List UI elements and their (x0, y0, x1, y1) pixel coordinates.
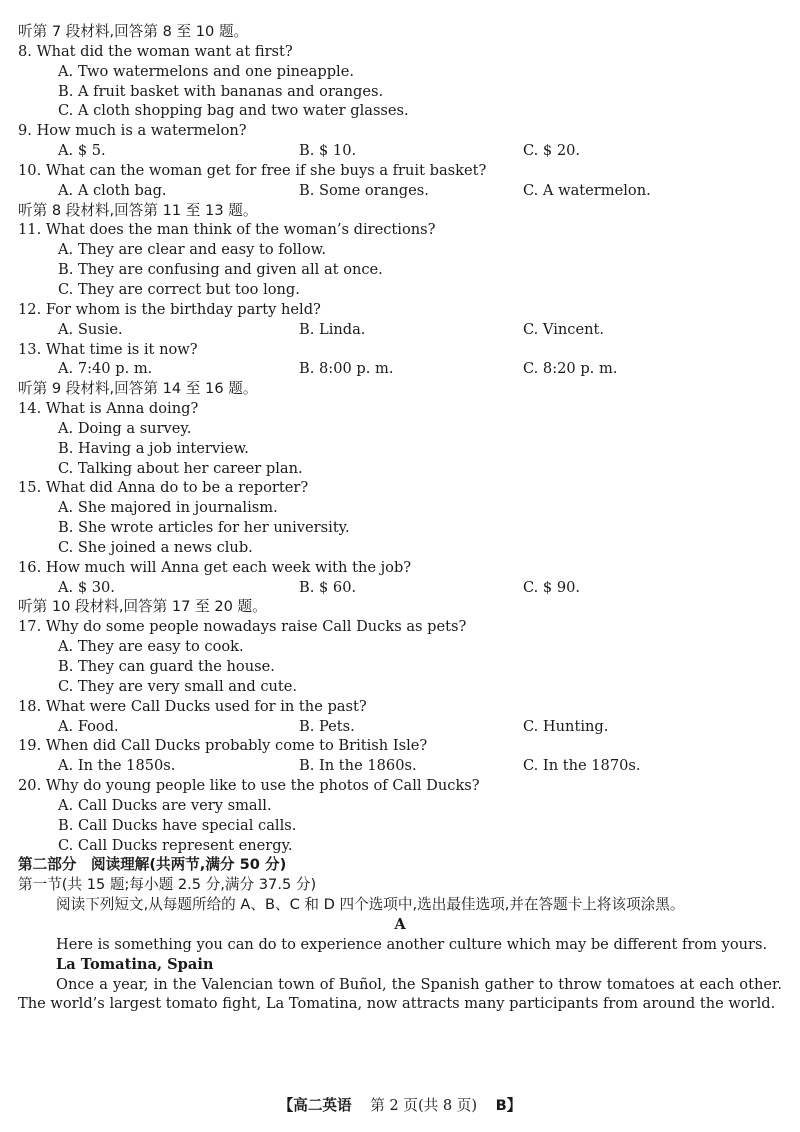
option-b: B. In the 1860s. (299, 757, 417, 775)
option-a: A. Call Ducks are very small. (58, 796, 272, 814)
option-a: A. Food. (58, 717, 119, 735)
option-c: C. Talking about her career plan. (58, 459, 303, 477)
part-heading: 第二部分 阅读理解(共两节,满分 50 分) (18, 856, 287, 874)
option-a: A. They are easy to cook. (58, 638, 244, 656)
section-instruction: 听第 8 段材料,回答第 11 至 13 题。 (18, 201, 258, 219)
footer-subject: 【高二英语 (278, 1097, 352, 1114)
options-row (18, 578, 782, 598)
option-a: A. Two watermelons and one pineapple. (58, 62, 354, 80)
options-row (18, 181, 782, 201)
option-c: C. A watermelon. (523, 181, 651, 199)
option-a: A. $ 5. (58, 142, 106, 160)
options-row (18, 141, 782, 161)
question-stem: 11. What does the man think of the woman’s directions? (18, 221, 436, 239)
question-stem: 14. What is Anna doing? (18, 400, 199, 418)
option-b: B. Call Ducks have special calls. (58, 816, 297, 834)
option-a: A. Susie. (58, 320, 123, 338)
section-instruction: 听第 10 段材料,回答第 17 至 20 题。 (18, 598, 267, 616)
option-c: C. Vincent. (523, 320, 604, 338)
question-stem: 16. How much will Anna get each week with the job? (18, 558, 412, 576)
option-c: C. $ 20. (523, 142, 581, 160)
options-row (18, 359, 782, 379)
option-b: B. They can guard the house. (58, 658, 275, 675)
option-c: C. A cloth shopping bag and two water glasses. (58, 102, 409, 120)
options-row (18, 756, 782, 776)
question-stem: 8. What did the woman want at first? (18, 42, 293, 60)
section-instruction: 听第 9 段材料,回答第 14 至 16 题。 (18, 380, 258, 398)
option-b: B. Linda. (299, 320, 366, 338)
question-stem: 15. What did Anna do to be a reporter? (18, 479, 309, 497)
passage-label: A (394, 915, 406, 933)
option-a: A. They are clear and easy to follow. (58, 241, 327, 259)
question-stem: 9. How much is a watermelon? (18, 122, 247, 140)
footer-page-number: 第 2 页(共 8 页) (370, 1097, 478, 1114)
passage-item-body: Once a year, in the Valencian town of Buñol, the Spanish gather to throw tomatoes at each other. The world’s largest tomato fight, La Tomatina, now attracts many participants from around the world. (18, 975, 782, 1013)
options-row (18, 320, 782, 340)
option-b: B. She wrote articles for her university. (58, 519, 350, 537)
option-b: B. $ 10. (299, 142, 357, 160)
option-c: C. They are very small and cute. (58, 677, 298, 695)
question-stem: 17. Why do some people nowadays raise Call Ducks as pets? (18, 618, 467, 636)
option-a: A. In the 1850s. (58, 757, 176, 775)
option-c: C. Call Ducks represent energy. (58, 836, 293, 854)
page-footer (0, 1096, 800, 1116)
option-a: A. Doing a survey. (58, 419, 192, 437)
option-b: B. Having a job interview. (58, 439, 249, 457)
question-stem: 10. What can the woman get for free if she buys a fruit basket? (18, 161, 487, 179)
option-b: B. Some oranges. (299, 181, 429, 199)
option-c: C. Hunting. (523, 717, 609, 735)
option-a: A. 7:40 p. m. (58, 360, 153, 378)
question-stem: 18. What were Call Ducks used for in the past? (18, 697, 367, 715)
option-a: A. A cloth bag. (58, 181, 167, 199)
option-b: B. 8:00 p. m. (299, 360, 394, 378)
question-stem: 19. When did Call Ducks probably come to British Isle? (18, 737, 428, 755)
option-b: B. A fruit basket with bananas and oranges. (58, 82, 384, 100)
question-stem: 13. What time is it now? (18, 340, 198, 358)
section-instruction: 听第 7 段材料,回答第 8 至 10 题。 (18, 23, 249, 40)
option-b: B. They are confusing and given all at once. (58, 261, 383, 279)
option-b: B. $ 60. (299, 578, 357, 596)
options-row (18, 717, 782, 737)
option-c: C. 8:20 p. m. (523, 360, 618, 378)
passage-item-title: La Tomatina, Spain (56, 955, 214, 973)
directions-text: 阅读下列短文,从每题所给的 A、B、C 和 D 四个选项中,选出最佳选项,并在答题卡上将该项涂黑。 (56, 896, 685, 914)
option-c: C. They are correct but too long. (58, 280, 300, 298)
footer-version: B】 (495, 1097, 522, 1114)
option-c: C. $ 90. (523, 578, 581, 596)
option-a: A. She majored in journalism. (58, 499, 278, 517)
option-c: C. In the 1870s. (523, 757, 641, 775)
option-a: A. $ 30. (58, 578, 115, 596)
exam-page (18, 22, 782, 1014)
section-heading: 第一节(共 15 题;每小题 2.5 分,满分 37.5 分) (18, 876, 317, 894)
question-stem: 20. Why do young people like to use the photos of Call Ducks? (18, 777, 480, 795)
option-c: C. She joined a news club. (58, 538, 253, 556)
question-stem: 12. For whom is the birthday party held? (18, 300, 321, 318)
passage-intro: Here is something you can do to experience another culture which may be different from yours. (56, 935, 768, 953)
option-b: B. Pets. (299, 717, 355, 735)
